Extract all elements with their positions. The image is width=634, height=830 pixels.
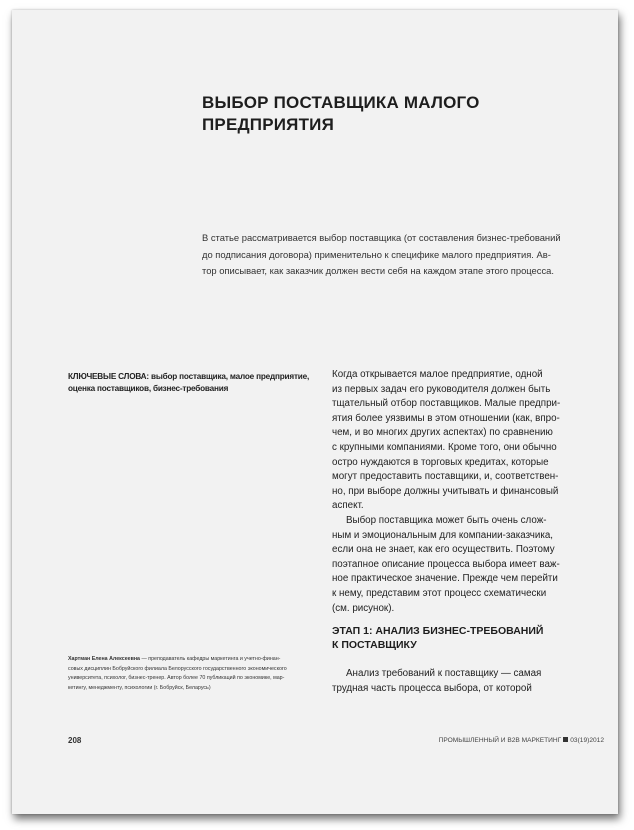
body-line: ное практическое значение. Прежде чем перейти	[332, 573, 558, 585]
body-line: ным и эмоциональным для компании-заказчика,	[332, 529, 554, 541]
section-heading	[332, 624, 592, 652]
paragraph	[332, 368, 588, 514]
author-bio: совых дисциплин Бобруйского филиала Белорусского государственного экономического	[68, 665, 287, 672]
author-bio: университета, психолог, бизнес-тренер. Автор более 70 публикаций по экономике, мар-	[68, 675, 285, 681]
section-body	[332, 667, 588, 696]
article-title	[202, 92, 532, 136]
author-name: Хартман Елена Алексеевна	[68, 656, 140, 662]
article-abstract	[202, 230, 594, 280]
body-line: ятия более уязвимы в этом отношении (как, впро-	[332, 412, 560, 424]
article-body	[332, 368, 588, 616]
body-line: (см. рисунок).	[332, 602, 395, 614]
heading-line: К ПОСТАВЩИКУ	[332, 639, 417, 651]
keywords-text: выбор поставщика, малое предприятие,	[148, 372, 310, 381]
abstract-line: тор описывает, как заказчик должен вести себя на каждом этапе этого процесса.	[202, 265, 554, 276]
heading-line: ЭТАП 1: АНАЛИЗ БИЗНЕС-ТРЕБОВАНИЙ	[332, 625, 544, 637]
keywords-label: КЛЮЧЕВЫЕ СЛОВА:	[68, 372, 149, 381]
paragraph	[332, 514, 588, 616]
page-number: 208	[68, 736, 82, 745]
body-line: чем, и во многих других аспектах) по сравнению	[332, 427, 553, 439]
author-bio: кетингу, менеджменту, психологии (г. Бобруйск, Беларусь)	[68, 684, 211, 691]
journal-name: ПРОМЫШЛЕННЫЙ И B2B МАРКЕТИНГ	[438, 737, 562, 744]
square-bullet-icon	[563, 737, 568, 742]
keywords-block	[68, 371, 328, 395]
body-line: тщательный отбор поставщиков. Малые предпри-	[332, 398, 561, 410]
body-line: Выбор поставщика может быть очень слож-	[346, 514, 547, 526]
body-line: трудная часть процесса выбора, от которой	[332, 682, 532, 694]
abstract-line: до подписания договора) применительно к специфике малого предприятия. Ав-	[202, 248, 551, 260]
title-line: ПРЕДПРИЯТИЯ	[202, 115, 335, 134]
body-line: поэтапное описание процесса выбора имеет важ-	[332, 558, 560, 570]
journal-issue: 03(19)2012	[570, 737, 604, 744]
abstract-line: В статье рассматривается выбор поставщика (от составления бизнес-требований	[202, 232, 561, 243]
body-line: остро нуждаются в торговых кредитах, которые	[332, 456, 549, 468]
body-line: но, при выборе должны учитывать и финансовый	[332, 485, 559, 497]
journal-footer	[439, 737, 604, 744]
body-line: Когда открывается малое предприятие, одной	[332, 369, 543, 380]
body-line: аспект.	[332, 500, 364, 512]
body-line: с крупными компаниями. Кроме того, они обычно	[332, 441, 557, 453]
body-line: Анализ требований к поставщику — самая	[346, 668, 542, 679]
title-line: ВЫБОР ПОСТАВЩИКА МАЛОГО	[202, 93, 480, 112]
keywords-text: оценка поставщиков, бизнес-требования	[68, 384, 229, 393]
body-line: если она не знает, как его осуществить. Поэтому	[332, 544, 555, 556]
body-line: могут предоставить поставщики, и, соответствен-	[332, 471, 559, 483]
author-info	[68, 655, 328, 693]
body-line: к нему, представим этот процесс схематически	[332, 587, 547, 599]
body-line: из первых задач его руководителя должен быть	[332, 383, 551, 395]
author-bio: — преподаватель кафедры маркетинга и учетно-финан-	[139, 656, 281, 662]
